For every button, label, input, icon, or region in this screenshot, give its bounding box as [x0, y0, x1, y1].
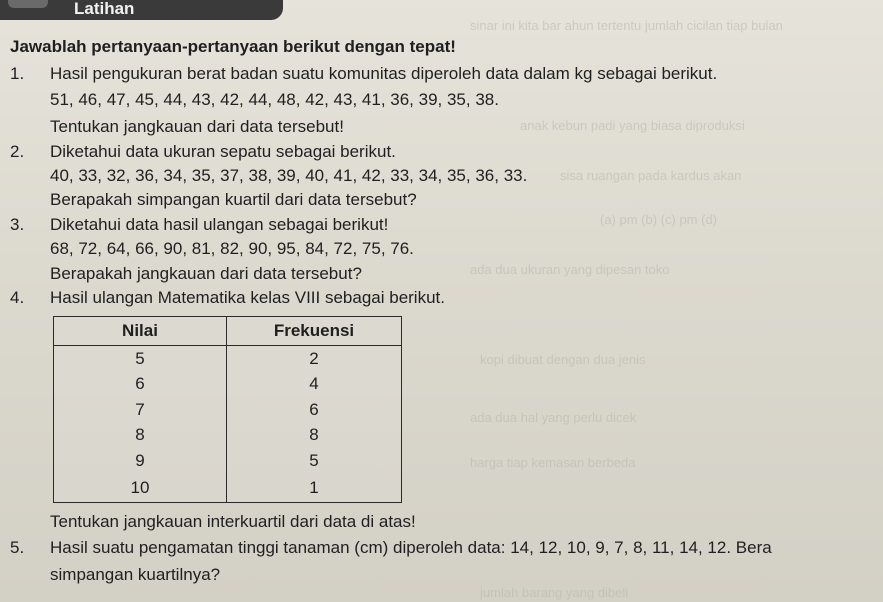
question-1-data: 51, 46, 47, 45, 44, 43, 42, 44, 48, 42, 43, 41, 36, 39, 35, 38.	[50, 90, 499, 109]
table-cell-nilai: 7	[54, 397, 227, 423]
table-row	[54, 372, 402, 398]
section-header	[0, 0, 283, 20]
question-3-number: 3.	[10, 215, 25, 234]
question-2-text: Diketahui data ukuran sepatu sebagai berikut.	[50, 142, 396, 161]
table-cell-nilai: 5	[54, 346, 227, 372]
question-3-prompt: Berapakah jangkauan dari data tersebut?	[50, 264, 362, 283]
table-header-nilai: Nilai	[54, 317, 227, 346]
table-row	[54, 423, 402, 449]
table-cell-frekuensi: 6	[227, 397, 402, 423]
table-row	[54, 448, 402, 474]
table-cell-frekuensi: 4	[227, 372, 402, 398]
section-title: Latihan	[74, 0, 135, 18]
question-4-text: Hasil ulangan Matematika kelas VIII sebagai berikut.	[50, 288, 445, 307]
question-2-data: 40, 33, 32, 36, 34, 35, 37, 38, 39, 40, 41, 42, 33, 34, 35, 36, 33.	[50, 166, 528, 185]
question-3-data: 68, 72, 64, 66, 90, 81, 82, 90, 95, 84, 72, 75, 76.	[50, 239, 414, 258]
table-row	[54, 397, 402, 423]
table-row	[54, 474, 402, 503]
table-cell-frekuensi: 5	[227, 448, 402, 474]
table-cell-frekuensi: 2	[227, 346, 402, 372]
question-3-text: Diketahui data hasil ulangan sebagai berikut!	[50, 215, 389, 234]
question-4-number: 4.	[10, 288, 25, 307]
table-cell-nilai: 8	[54, 423, 227, 449]
table-row	[54, 346, 402, 372]
table-header-row	[54, 317, 402, 346]
table-cell-frekuensi: 1	[227, 474, 402, 503]
question-4-prompt: Tentukan jangkauan interkuartil dari data di atas!	[50, 512, 416, 531]
question-5-prompt: simpangan kuartilnya?	[50, 565, 221, 584]
question-2-number: 2.	[10, 142, 25, 161]
question-5-number: 5.	[10, 538, 25, 557]
frequency-table	[53, 316, 402, 503]
table-cell-frekuensi: 8	[227, 423, 402, 449]
question-5-text: Hasil suatu pengamatan tinggi tanaman (cm) diperoleh data: 14, 12, 10, 9, 7, 8, 11, 14, 12. Bera	[50, 538, 772, 557]
question-2-prompt: Berapakah simpangan kuartil dari data tersebut?	[50, 190, 417, 209]
question-1-prompt: Tentukan jangkauan dari data tersebut!	[50, 117, 344, 136]
header-decoration	[8, 0, 48, 8]
table-cell-nilai: 6	[54, 372, 227, 398]
table-header-frekuensi: Frekuensi	[227, 317, 402, 346]
table-cell-nilai: 9	[54, 448, 227, 474]
question-1-number: 1.	[10, 64, 25, 83]
question-1-text: Hasil pengukuran berat badan suatu komunitas diperoleh data dalam kg sebagai berikut.	[50, 64, 718, 83]
instruction-text: Jawablah pertanyaan-pertanyaan berikut dengan tepat!	[10, 37, 456, 56]
table-cell-nilai: 10	[54, 474, 227, 503]
